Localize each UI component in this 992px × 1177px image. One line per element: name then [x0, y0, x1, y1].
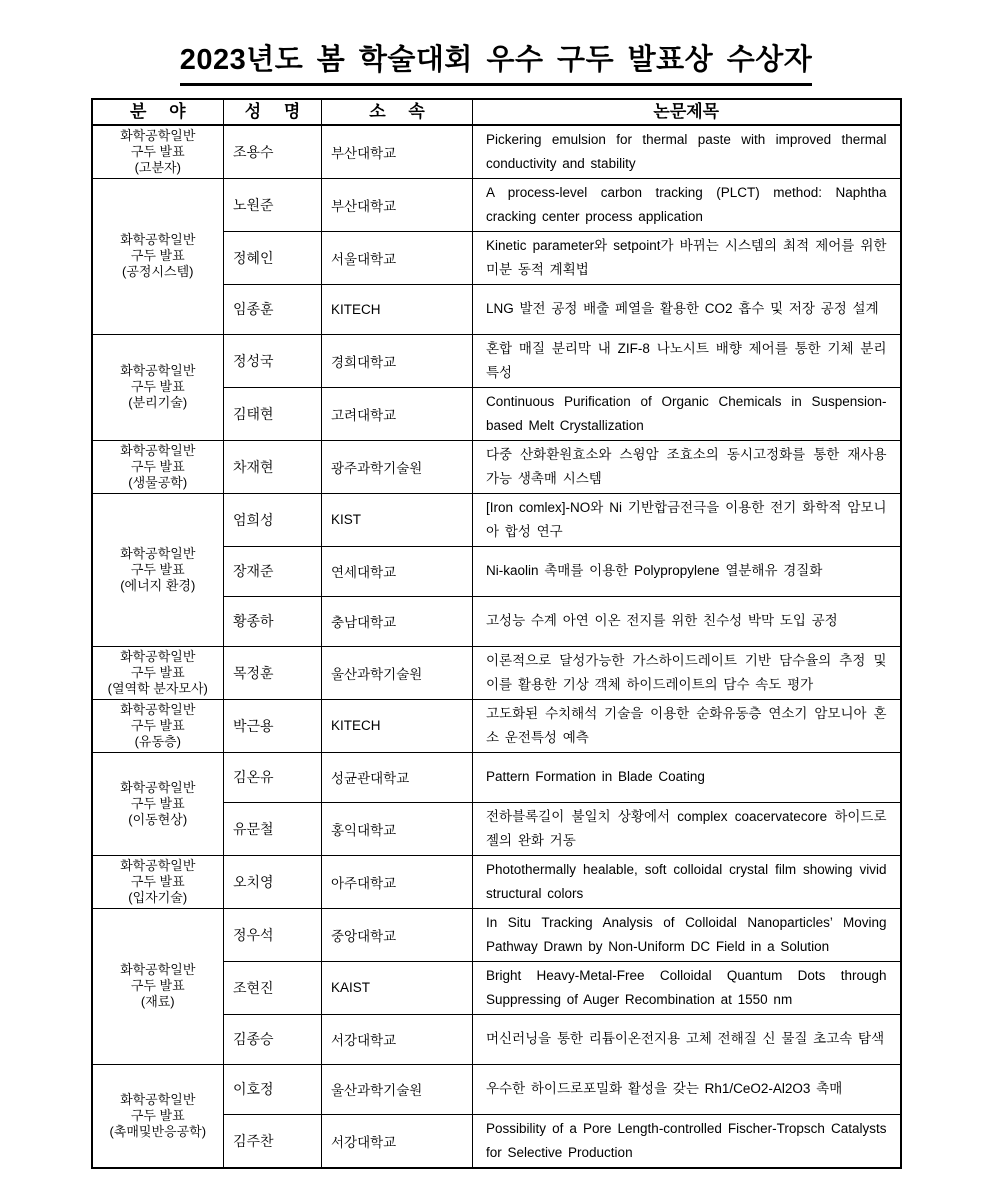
name-cell: 임종훈: [224, 284, 322, 334]
paper-title-cell: Ni-kaolin 촉매를 이용한 Polypropylene 열분해유 경질화: [473, 546, 901, 596]
paper-title-cell: Possibility of a Pore Length-controlled Fischer-Tropsch Catalysts for Selective Production: [473, 1114, 901, 1168]
affiliation-cell: KIST: [322, 493, 473, 546]
affiliation-cell: 부산대학교: [322, 178, 473, 231]
affiliation-cell: 서강대학교: [322, 1114, 473, 1168]
affiliation-cell: 광주과학기술원: [322, 440, 473, 493]
field-line: (분리기술): [128, 395, 188, 411]
header-row: [92, 99, 901, 125]
table-row: [92, 908, 901, 961]
name-cell: 유문철: [224, 802, 322, 855]
affiliation-cell: 서울대학교: [322, 231, 473, 284]
paper-title-cell: Photothermally healable, soft colloidal crystal film showing vivid structural colors: [473, 855, 901, 908]
field-line: (고분자): [134, 159, 181, 175]
field-cell: [92, 646, 224, 699]
field-cell: [92, 699, 224, 752]
name-cell: 목정훈: [224, 646, 322, 699]
field-line: 화학공학일반: [120, 962, 196, 978]
name-cell: 김주찬: [224, 1114, 322, 1168]
affiliation-cell: KITECH: [322, 284, 473, 334]
affiliation-cell: 아주대학교: [322, 855, 473, 908]
table-row: [92, 125, 901, 179]
table-row: [92, 752, 901, 802]
column-header-name: 성 명: [224, 99, 322, 125]
name-cell: 정성국: [224, 334, 322, 387]
table-row: [92, 699, 901, 752]
awards-table-body: [92, 125, 901, 1168]
paper-title-cell: Pattern Formation in Blade Coating: [473, 752, 901, 802]
paper-title-cell: 이론적으로 달성가능한 가스하이드레이트 기반 담수율의 추정 및 이를 활용한 기상 객체 하이드레이트의 담수 속도 평가: [473, 646, 901, 699]
field-line: (이동현상): [128, 811, 188, 827]
paper-title-cell: 고성능 수계 아연 이온 전지를 위한 친수성 박막 도입 공정: [473, 596, 901, 646]
field-line: 구두 발표: [130, 143, 185, 159]
field-line: 구두 발표: [130, 561, 185, 577]
field-cell: [92, 440, 224, 493]
field-line: 화학공학일반: [120, 442, 196, 458]
field-cell: [92, 334, 224, 440]
paper-title-cell: [Iron comlex]-NO와 Ni 기반합금전극을 이용한 전기 화학적 암모니아 합성 연구: [473, 493, 901, 546]
field-line: (생물공학): [128, 474, 188, 490]
field-line: 화학공학일반: [120, 857, 196, 873]
paper-title-cell: 다중 산화환원효소와 스윙암 조효소의 동시고정화를 통한 재사용 가능 생촉매 시스템: [473, 440, 901, 493]
name-cell: 박근용: [224, 699, 322, 752]
affiliation-cell: 경희대학교: [322, 334, 473, 387]
name-cell: 조용수: [224, 125, 322, 179]
name-cell: 황종하: [224, 596, 322, 646]
field-line: (공정시스템): [122, 264, 194, 280]
table-row: [92, 493, 901, 546]
paper-title-cell: Bright Heavy-Metal-Free Colloidal Quantum Dots through Suppressing of Auger Recombination at 1550 nm: [473, 961, 901, 1014]
affiliation-cell: 충남대학교: [322, 596, 473, 646]
paper-title-cell: A process-level carbon tracking (PLCT) method: Naphtha cracking center process application: [473, 178, 901, 231]
field-line: 구두 발표: [130, 795, 185, 811]
table-row: [92, 646, 901, 699]
name-cell: 조현진: [224, 961, 322, 1014]
table-row: [92, 334, 901, 387]
field-cell: [92, 493, 224, 646]
affiliation-cell: 중앙대학교: [322, 908, 473, 961]
affiliation-cell: 성균관대학교: [322, 752, 473, 802]
page-title: 2023년도 봄 학술대회 우수 구두 발표상 수상자: [180, 42, 813, 86]
column-header-paper-title: 논문제목: [473, 99, 901, 125]
affiliation-cell: 울산과학기술원: [322, 646, 473, 699]
field-cell: [92, 908, 224, 1064]
field-line: 구두 발표: [130, 1107, 185, 1123]
column-header-affiliation: 소 속: [322, 99, 473, 125]
field-line: 화학공학일반: [120, 127, 196, 143]
name-cell: 차재현: [224, 440, 322, 493]
affiliation-cell: 울산과학기술원: [322, 1064, 473, 1114]
paper-title-cell: 혼합 매질 분리막 내 ZIF-8 나노시트 배향 제어를 통한 기체 분리 특성: [473, 334, 901, 387]
paper-title-cell: Continuous Purification of Organic Chemicals in Suspension-based Melt Crystallization: [473, 387, 901, 440]
field-line: 화학공학일반: [120, 363, 196, 379]
field-cell: [92, 752, 224, 855]
field-line: 화학공학일반: [120, 545, 196, 561]
table-row: [92, 178, 901, 231]
field-line: 구두 발표: [130, 248, 185, 264]
field-line: 구두 발표: [130, 458, 185, 474]
affiliation-cell: 고려대학교: [322, 387, 473, 440]
field-cell: [92, 125, 224, 179]
field-line: 화학공학일반: [120, 779, 196, 795]
name-cell: 오치영: [224, 855, 322, 908]
name-cell: 장재준: [224, 546, 322, 596]
field-line: (에너지 환경): [120, 577, 196, 593]
field-line: (유동층): [134, 733, 181, 749]
paper-title-cell: 우수한 하이드로포밀화 활성을 갖는 Rh1/CeO2-Al2O3 촉매: [473, 1064, 901, 1114]
name-cell: 노원준: [224, 178, 322, 231]
field-line: 구두 발표: [130, 717, 185, 733]
field-cell: [92, 1064, 224, 1168]
field-line: 화학공학일반: [120, 1091, 196, 1107]
paper-title-cell: Pickering emulsion for thermal paste with improved thermal conductivity and stability: [473, 125, 901, 179]
field-line: 구두 발표: [130, 664, 185, 680]
awards-table-header: [92, 99, 901, 125]
field-line: 구두 발표: [130, 978, 185, 994]
affiliation-cell: 서강대학교: [322, 1014, 473, 1064]
affiliation-cell: KITECH: [322, 699, 473, 752]
field-line: (촉매및반응공학): [109, 1123, 207, 1139]
field-line: 화학공학일반: [120, 232, 196, 248]
affiliation-cell: 부산대학교: [322, 125, 473, 179]
affiliation-cell: 홍익대학교: [322, 802, 473, 855]
affiliation-cell: KAIST: [322, 961, 473, 1014]
name-cell: 김온유: [224, 752, 322, 802]
field-line: 화학공학일반: [120, 701, 196, 717]
field-line: 화학공학일반: [120, 648, 196, 664]
name-cell: 이호정: [224, 1064, 322, 1114]
field-line: (재료): [140, 994, 175, 1010]
awards-table: [91, 98, 902, 1169]
paper-title-cell: In Situ Tracking Analysis of Colloidal Nanoparticles’ Moving Pathway Drawn by Non-Uniform DC Field in a Solution: [473, 908, 901, 961]
paper-title-cell: 머신러닝을 통한 리튬이온전지용 고체 전해질 신 물질 초고속 탐색: [473, 1014, 901, 1064]
paper-title-cell: Kinetic parameter와 setpoint가 바뀌는 시스템의 최적 제어를 위한 미분 동적 계획법: [473, 231, 901, 284]
field-line: (열역학 분자모사): [107, 680, 208, 696]
paper-title-cell: 전하블록길이 불일치 상황에서 complex coacervatecore 하이드로젤의 완화 거동: [473, 802, 901, 855]
name-cell: 엄희성: [224, 493, 322, 546]
paper-title-cell: LNG 발전 공정 배출 페열을 활용한 CO2 흡수 및 저장 공정 설계: [473, 284, 901, 334]
affiliation-cell: 연세대학교: [322, 546, 473, 596]
field-line: 구두 발표: [130, 379, 185, 395]
table-row: [92, 1064, 901, 1114]
document-header: [0, 42, 992, 86]
field-cell: [92, 855, 224, 908]
paper-title-cell: 고도화된 수치해석 기술을 이용한 순화유동층 연소기 암모니아 혼소 운전특성 예측: [473, 699, 901, 752]
name-cell: 김태현: [224, 387, 322, 440]
table-row: [92, 440, 901, 493]
table-row: [92, 855, 901, 908]
field-cell: [92, 178, 224, 334]
name-cell: 정혜인: [224, 231, 322, 284]
field-line: 구두 발표: [130, 873, 185, 889]
field-line: (입자기술): [128, 889, 188, 905]
name-cell: 김종승: [224, 1014, 322, 1064]
column-header-field: 분 야: [92, 99, 224, 125]
name-cell: 정우석: [224, 908, 322, 961]
